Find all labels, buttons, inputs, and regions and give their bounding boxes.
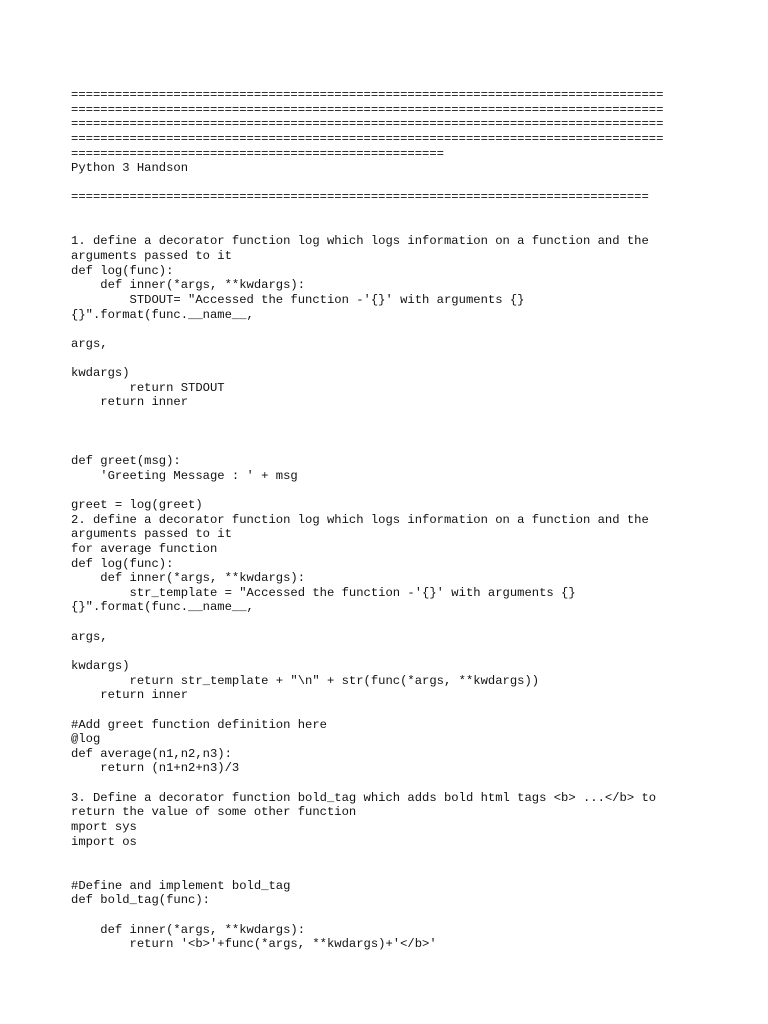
text-line: def average(n1,n2,n3): (71, 746, 232, 761)
text-line: 2. define a decorator function log which logs information on a function and the (71, 512, 649, 527)
text-line: return inner (71, 688, 189, 703)
text-line: for average function (71, 541, 218, 556)
text-line: def inner(*args, **kwdargs): (71, 922, 306, 937)
text-line (71, 352, 663, 367)
text-line: @log (71, 732, 101, 747)
text-line: 3. Define a decorator function bold_tag which adds bold html tags <b> ...</b> to (71, 790, 657, 805)
text-line: ================================================================================= (71, 131, 664, 146)
text-line: def inner(*args, **kwdargs): (71, 278, 306, 293)
text-line (71, 776, 663, 791)
text-line (71, 322, 663, 337)
text-line (71, 644, 663, 659)
text-line (71, 849, 663, 864)
text-line: arguments passed to it (71, 249, 232, 264)
text-line: arguments passed to it (71, 527, 232, 542)
text-line: {}".format(func.__name__, (71, 600, 254, 615)
text-line: def log(func): (71, 556, 174, 571)
text-line (71, 864, 663, 879)
text-line: return the value of some other function (71, 805, 357, 820)
text-line: def inner(*args, **kwdargs): (71, 571, 306, 586)
text-line: kwdargs) (71, 658, 130, 673)
text-line (71, 205, 663, 220)
text-line: 1. define a decorator function log which logs information on a function and the (71, 234, 649, 249)
text-line: import os (71, 834, 137, 849)
text-line (71, 439, 663, 454)
text-line: return inner (71, 395, 189, 410)
text-line (71, 703, 663, 718)
text-line: =============================================================================== (71, 190, 649, 205)
text-line (71, 425, 663, 440)
text-line: return STDOUT (71, 380, 225, 395)
text-line: =================================================== (71, 146, 444, 161)
text-line: mport sys (71, 820, 137, 835)
text-line (71, 908, 663, 923)
text-line: STDOUT= "Accessed the function -'{}' with arguments {} (71, 292, 525, 307)
text-line: def greet(msg): (71, 454, 181, 469)
text-line (71, 220, 663, 235)
text-line: #Add greet function definition here (71, 717, 327, 732)
text-line (71, 176, 663, 191)
text-line: {}".format(func.__name__, (71, 307, 254, 322)
text-line (71, 483, 663, 498)
text-line: ================================================================================= (71, 88, 664, 102)
text-line: return str_template + "\n" + str(func(*args, **kwdargs)) (71, 673, 540, 688)
text-line: ================================================================================= (71, 102, 664, 117)
text-line: Python 3 Handson (71, 161, 189, 176)
text-line: greet = log(greet) (71, 497, 203, 512)
text-line (71, 410, 663, 425)
text-line: def bold_tag(func): (71, 893, 210, 908)
text-line: str_template = "Accessed the function -'{}' with arguments {} (71, 585, 576, 600)
text-line: ================================================================================= (71, 117, 664, 132)
document-text (71, 88, 663, 952)
text-line: return (n1+n2+n3)/3 (71, 761, 240, 776)
text-line: 'Greeting Message : ' + msg (71, 468, 298, 483)
text-line: #Define and implement bold_tag (71, 878, 291, 893)
text-line: def log(func): (71, 263, 174, 278)
text-line: args, (71, 629, 108, 644)
text-line: kwdargs) (71, 366, 130, 381)
text-line: args, (71, 336, 108, 351)
text-line (71, 615, 663, 630)
text-line: return '<b>'+func(*args, **kwdargs)+'</b>' (71, 937, 437, 952)
